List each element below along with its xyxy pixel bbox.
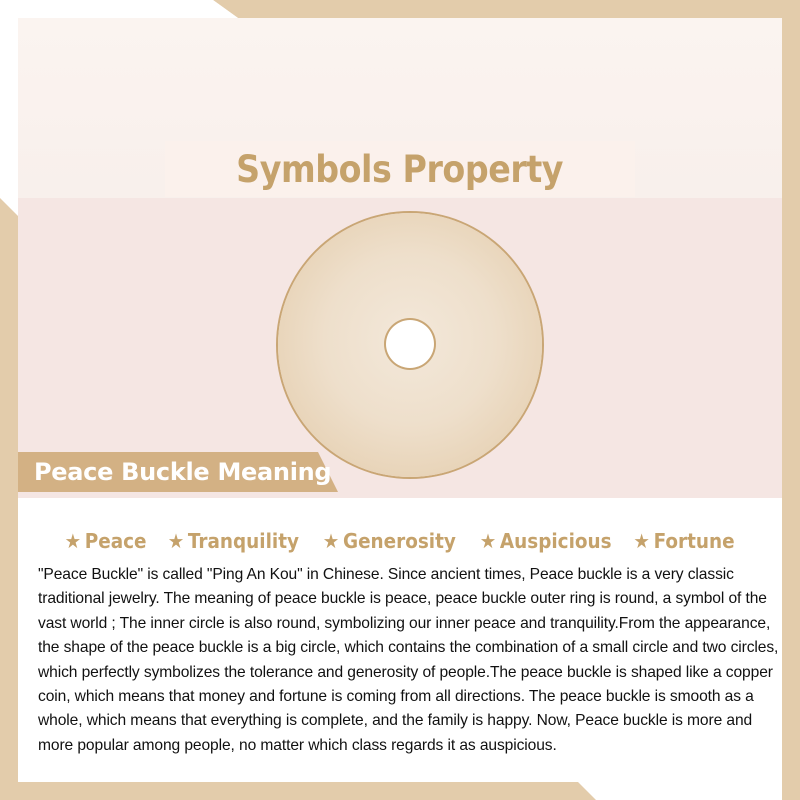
section-title: Peace Buckle Meaning <box>34 458 332 486</box>
description-paragraph: "Peace Buckle" is called "Ping An Kou" in Chinese. Since ancient times, Peace buckle is a very classic traditional jewelry. The meaning of peace buckle is peace, peace buckle outer ring is round, a symbol of the vast world ; The inner circle is also round, symbolizing our inner peace and tranquility.From the appearance, the shape of the peace buckle is a big circle, which contains the combination of a small circle and two circles, which perfectly symbolizes the tolerance and generosity of people.The peace buckle is shaped like a copper coin, which means that money and fortune is coming from all directions. The peace buckle is smooth as a whole, which means that everything is complete, and the family is happy. Now, Peace buckle is more and more popular among people, no matter which class regards it as auspicious. <box>38 566 779 754</box>
star-icon: ★ <box>633 529 650 553</box>
keyword-item <box>168 529 299 553</box>
peace-buckle-hole <box>386 320 434 368</box>
page-title: Symbols Property <box>236 147 564 191</box>
keyword-item <box>323 529 456 553</box>
keyword-label: Peace <box>84 529 147 553</box>
keyword-label: Auspicious <box>499 529 612 553</box>
keyword-label: Tranquility <box>188 529 300 553</box>
keyword-label: Fortune <box>653 529 735 553</box>
keyword-item <box>633 529 734 553</box>
frame-left-band <box>0 198 18 800</box>
star-icon: ★ <box>479 529 496 553</box>
keyword-item <box>479 529 611 553</box>
star-icon: ★ <box>322 529 340 553</box>
frame-top-left-gap <box>0 0 238 18</box>
keyword-item <box>65 529 147 553</box>
keyword-list <box>18 522 782 560</box>
keyword-label: Generosity <box>342 529 456 553</box>
star-icon: ★ <box>64 529 82 553</box>
title-box <box>165 141 635 197</box>
frame-bottom-band <box>0 782 596 800</box>
star-icon: ★ <box>167 529 185 553</box>
